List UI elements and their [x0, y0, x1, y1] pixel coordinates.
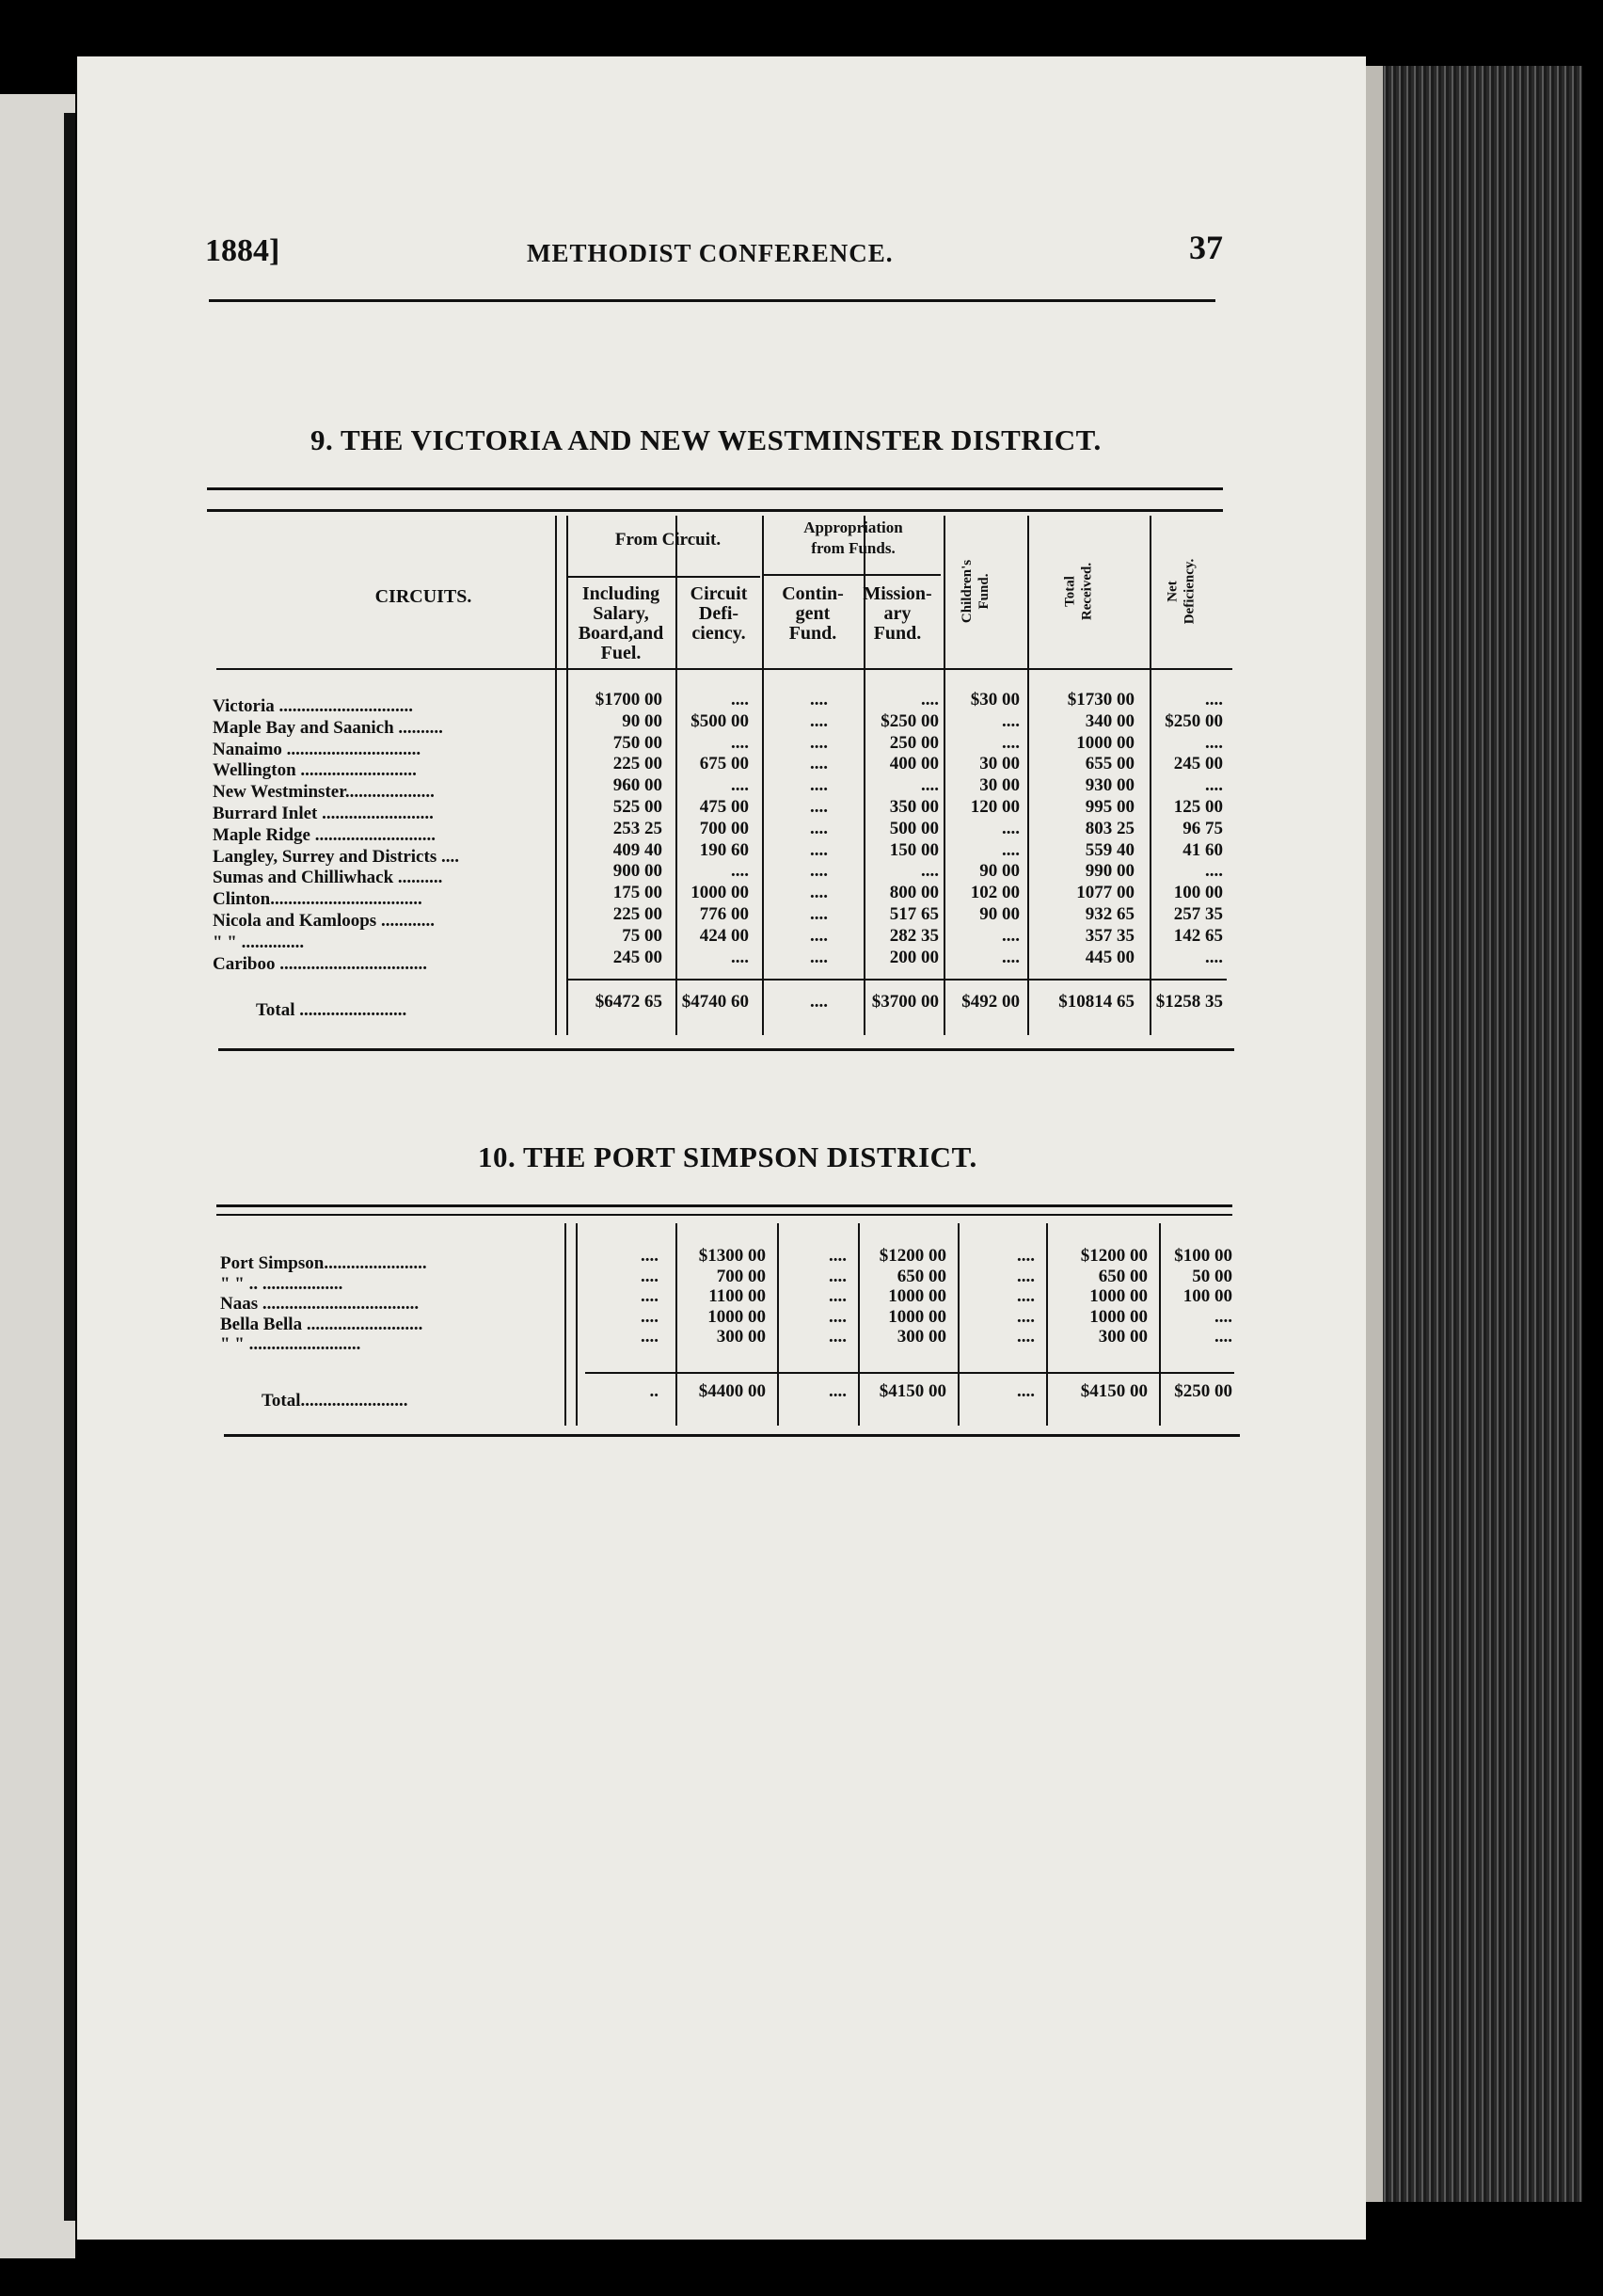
s9-row-8-salary: 900 00: [612, 861, 662, 881]
s9-row-5-name: Burrard Inlet .........................: [213, 804, 434, 823]
s9-total_received-header-0: Total: [1062, 576, 1078, 607]
s9-total-children: $492 00: [961, 992, 1020, 1012]
header-title: METHODIST CONFERENCE.: [527, 239, 894, 267]
s9-missionary-header-0: Mission-: [863, 583, 932, 604]
s9-contingent-header-0: Contin-: [782, 583, 844, 604]
s10-total-net: $250 00: [1174, 1381, 1232, 1401]
s9-row-5-contingent: ....: [810, 797, 828, 817]
s10-row-4-total: 300 00: [1098, 1327, 1148, 1347]
s10-row-1-total: 650 00: [1098, 1267, 1148, 1286]
s10-row-1-deficiency: 700 00: [716, 1267, 766, 1286]
header-year: 1884]: [205, 233, 280, 268]
s9-row-1-salary: 90 00: [622, 711, 662, 731]
s10-bottom-rule: [224, 1434, 1240, 1437]
s9-missionary-header-2: Fund.: [873, 623, 922, 644]
s9-row-2-salary: 750 00: [612, 733, 662, 753]
s9-row-11-deficiency: 424 00: [699, 926, 749, 946]
book-gutter: [64, 113, 75, 2221]
s9-row-4-deficiency: ....: [731, 775, 749, 795]
s9-circuit_deficiency-header-1: Defi-: [698, 603, 739, 624]
s10-row-4-deficiency: 300 00: [716, 1327, 766, 1347]
s10-row-1-missionary: 650 00: [897, 1267, 946, 1286]
s9-row-11-name: " " ..............: [213, 933, 305, 952]
s9-row-4-name: New Westminster....................: [213, 782, 435, 802]
s10-row-2-missionary: 1000 00: [888, 1286, 946, 1306]
s9-childrens-header-0: Children's: [960, 559, 975, 624]
s9-appropriation-header-2: from Funds.: [811, 539, 896, 557]
s10-total-missionary: $4150 00: [879, 1381, 946, 1401]
s9-row-11-total: 357 35: [1085, 926, 1135, 946]
s9-row-7-total: 559 40: [1085, 840, 1135, 860]
section-10-top-rule: [216, 1204, 1232, 1207]
s10-row-4-net: ....: [1214, 1327, 1232, 1347]
s9-row-12-net: ....: [1205, 948, 1223, 967]
s9-total-name: Total ........................: [256, 1000, 407, 1020]
s9-row-9-deficiency: 1000 00: [690, 883, 749, 902]
s9-row-6-net: 96 75: [1182, 819, 1223, 838]
s9-total_received-header-1: Received.: [1079, 562, 1095, 621]
s10-total-total: $4150 00: [1080, 1381, 1148, 1401]
s9-net_deficiency-header-1: Deficiency.: [1182, 558, 1198, 625]
s9-row-3-contingent: ....: [810, 754, 828, 773]
s9-circuits-header: CIRCUITS.: [374, 586, 472, 607]
s9-row-9-name: Clinton..................................: [213, 889, 422, 909]
s9-from-circuit-rule: [566, 576, 760, 578]
s9-row-8-children: 90 00: [979, 861, 1020, 881]
s10-row-2-contingent: ....: [829, 1286, 847, 1306]
s9-row-0-deficiency: ....: [731, 690, 749, 710]
section-10-top-rule-2: [216, 1214, 1232, 1216]
running-header: [198, 229, 1223, 280]
section-9-top-rule: [207, 487, 1223, 490]
s10-row-0-salary: ....: [641, 1246, 659, 1266]
s9-row-1-children: ....: [1002, 711, 1020, 731]
s10-row-0-total: $1200 00: [1080, 1246, 1148, 1266]
s9-row-6-deficiency: 700 00: [699, 819, 749, 838]
s10-total-name: Total........................: [262, 1391, 408, 1411]
s9-row-7-missionary: 150 00: [889, 840, 939, 860]
s10-row-2-children: ....: [1017, 1286, 1035, 1306]
s9-net_deficiency-header-0: Net: [1165, 581, 1181, 602]
s9-row-7-net: 41 60: [1182, 840, 1223, 860]
s9-row-12-name: Cariboo .................................: [213, 954, 427, 974]
s9-appropriation-rule: [762, 574, 941, 576]
s9-row-8-total: 990 00: [1085, 861, 1135, 881]
s9-row-6-salary: 253 25: [612, 819, 662, 838]
s9-row-12-deficiency: ....: [731, 948, 749, 967]
s9-row-2-missionary: 250 00: [889, 733, 939, 753]
s9-col-divider-0: [555, 516, 557, 1035]
s9-row-4-contingent: ....: [810, 775, 828, 795]
s9-row-12-salary: 245 00: [612, 948, 662, 967]
s9-row-5-deficiency: 475 00: [699, 797, 749, 817]
s9-childrens-header-1: Fund.: [976, 573, 992, 610]
s10-row-4-salary: ....: [641, 1327, 659, 1347]
s9-row-2-deficiency: ....: [731, 733, 749, 753]
s10-row-4-name: " " .........................: [220, 1334, 361, 1354]
page-edge-inner: [1366, 66, 1383, 2202]
s10-row-0-contingent: ....: [829, 1246, 847, 1266]
s9-row-6-missionary: 500 00: [889, 819, 939, 838]
s9-row-0-salary: $1700 00: [595, 690, 662, 710]
s9-row-11-children: ....: [1002, 926, 1020, 946]
s9-row-11-salary: 75 00: [622, 926, 662, 946]
s9-contingent-header-2: Fund.: [788, 623, 837, 644]
s9-row-10-missionary: 517 65: [889, 904, 939, 924]
s9-row-10-contingent: ....: [810, 904, 828, 924]
s9-total-salary: $6472 65: [595, 992, 662, 1012]
s9-row-0-children: $30 00: [970, 690, 1020, 710]
section-9-title: 9. THE VICTORIA AND NEW WESTMINSTER DISTRICT.: [310, 423, 1102, 456]
s9-row-7-salary: 409 40: [612, 840, 662, 860]
s9-row-10-deficiency: 776 00: [699, 904, 749, 924]
s10-row-3-missionary: 1000 00: [888, 1307, 946, 1327]
section-10-title: 10. THE PORT SIMPSON DISTRICT.: [478, 1140, 977, 1173]
s10-row-0-name: Port Simpson.......................: [220, 1253, 427, 1273]
page-number: 37: [1189, 229, 1223, 266]
s10-row-0-missionary: $1200 00: [879, 1246, 946, 1266]
s9-row-1-name: Maple Bay and Saanich ..........: [213, 718, 443, 738]
s9-including_salary-header-3: Fuel.: [600, 643, 642, 663]
s10-row-4-children: ....: [1017, 1327, 1035, 1347]
s9-row-9-children: 102 00: [970, 883, 1020, 902]
s9-row-5-net: 125 00: [1173, 797, 1223, 817]
s9-row-0-contingent: ....: [810, 690, 828, 710]
s9-row-10-net: 257 35: [1173, 904, 1223, 924]
s9-row-4-net: ....: [1205, 775, 1223, 795]
s9-row-6-contingent: ....: [810, 819, 828, 838]
s9-row-12-children: ....: [1002, 948, 1020, 967]
s9-row-0-net: ....: [1205, 690, 1223, 710]
s9-row-4-missionary: ....: [921, 775, 939, 795]
s9-row-7-contingent: ....: [810, 840, 828, 860]
s9-row-3-deficiency: 675 00: [699, 754, 749, 773]
s9-row-10-name: Nicola and Kamloops ............: [213, 911, 435, 931]
s9-row-2-children: ....: [1002, 733, 1020, 753]
s10-row-1-net: 50 00: [1192, 1267, 1232, 1286]
s9-appropriation-header: Appropriation: [803, 518, 903, 536]
s9-row-1-deficiency: $500 00: [690, 711, 749, 731]
s10-row-1-salary: ....: [641, 1267, 659, 1286]
s9-total-deficiency: $4740 60: [681, 992, 749, 1012]
s9-row-5-children: 120 00: [970, 797, 1020, 817]
s9-row-10-children: 90 00: [979, 904, 1020, 924]
s9-row-6-total: 803 25: [1085, 819, 1135, 838]
s10-total-deficiency: $4400 00: [698, 1381, 766, 1401]
s9-row-3-missionary: 400 00: [889, 754, 939, 773]
s9-row-2-net: ....: [1205, 733, 1223, 753]
s9-row-8-missionary: ....: [921, 861, 939, 881]
s10-row-3-name: Bella Bella ..........................: [220, 1315, 423, 1334]
s9-total-contingent: ....: [810, 992, 828, 1012]
s9-from-circuit-header: From Circuit.: [614, 530, 722, 550]
s9-row-5-missionary: 350 00: [889, 797, 939, 817]
s9-row-11-net: 142 65: [1173, 926, 1223, 946]
header-rule: [209, 299, 1215, 302]
s10-total-children: ....: [1017, 1381, 1035, 1401]
s9-row-3-name: Wellington ..........................: [213, 760, 417, 780]
page-edges: [1366, 66, 1582, 2202]
s9-row-7-deficiency: 190 60: [699, 840, 749, 860]
s10-total-salary: ..: [649, 1381, 659, 1401]
s9-row-6-children: ....: [1002, 819, 1020, 838]
s9-bottom-rule: [218, 1048, 1234, 1051]
s9-circuit_deficiency-header-0: Circuit: [690, 583, 748, 604]
s9-row-3-total: 655 00: [1085, 754, 1135, 773]
s10-row-2-salary: ....: [641, 1286, 659, 1306]
s9-total-total: $10814 65: [1058, 992, 1135, 1012]
s9-contingent-header-1: gent: [795, 603, 831, 624]
s9-row-9-salary: 175 00: [612, 883, 662, 902]
s9-row-12-contingent: ....: [810, 948, 828, 967]
s9-row-0-name: Victoria ..............................: [213, 696, 414, 716]
s10-row-2-name: Naas ...................................: [220, 1294, 420, 1314]
s9-row-9-total: 1077 00: [1076, 883, 1135, 902]
s10-row-3-children: ....: [1017, 1307, 1035, 1327]
s9-row-1-total: 340 00: [1085, 711, 1135, 731]
s9-row-3-salary: 225 00: [612, 754, 662, 773]
s9-row-1-net: $250 00: [1165, 711, 1223, 731]
s10-row-4-contingent: ....: [829, 1327, 847, 1347]
s9-row-4-children: 30 00: [979, 775, 1020, 795]
s10-row-3-total: 1000 00: [1089, 1307, 1148, 1327]
s10-row-2-total: 1000 00: [1089, 1286, 1148, 1306]
s9-row-7-children: ....: [1002, 840, 1020, 860]
s10-total-contingent: ....: [829, 1381, 847, 1401]
s9-circuit_deficiency-header-2: ciency.: [691, 623, 746, 644]
s9-row-8-contingent: ....: [810, 861, 828, 881]
s9-row-0-total: $1730 00: [1067, 690, 1135, 710]
s10-col-divider-0: [564, 1223, 566, 1426]
s9-row-4-total: 930 00: [1085, 775, 1135, 795]
s9-row-2-contingent: ....: [810, 733, 828, 753]
s10-row-3-net: ....: [1214, 1307, 1232, 1327]
s10-row-1-name: " " .. ..................: [220, 1274, 343, 1294]
s10-row-1-children: ....: [1017, 1267, 1035, 1286]
s9-total-rule: [568, 979, 1227, 981]
s9-row-12-total: 445 00: [1085, 948, 1135, 967]
s9-row-8-net: ....: [1205, 861, 1223, 881]
s9-row-3-children: 30 00: [979, 754, 1020, 773]
s10-row-1-contingent: ....: [829, 1267, 847, 1286]
s9-row-9-missionary: 800 00: [889, 883, 939, 902]
s9-row-5-salary: 525 00: [612, 797, 662, 817]
s9-including_salary-header-1: Salary,: [593, 603, 649, 624]
s9-row-3-net: 245 00: [1173, 754, 1223, 773]
s9-row-9-net: 100 00: [1173, 883, 1223, 902]
s10-row-0-net: $100 00: [1174, 1246, 1232, 1266]
s10-row-0-deficiency: $1300 00: [698, 1246, 766, 1266]
s9-row-8-deficiency: ....: [731, 861, 749, 881]
s9-row-4-salary: 960 00: [612, 775, 662, 795]
s9-total-net: $1258 35: [1155, 992, 1223, 1012]
s10-row-3-salary: ....: [641, 1307, 659, 1327]
s9-row-9-contingent: ....: [810, 883, 828, 902]
s9-row-8-name: Sumas and Chilliwhack ..........: [213, 868, 443, 887]
s9-row-5-total: 995 00: [1085, 797, 1135, 817]
s10-row-3-deficiency: 1000 00: [707, 1307, 766, 1327]
s9-col-divider-6: [1027, 516, 1029, 1035]
s9-row-1-contingent: ....: [810, 711, 828, 731]
s9-row-6-name: Maple Ridge ...........................: [213, 825, 436, 845]
s9-row-11-contingent: ....: [810, 926, 828, 946]
s9-total-missionary: $3700 00: [871, 992, 939, 1012]
s10-row-0-children: ....: [1017, 1246, 1035, 1266]
s9-row-11-missionary: 282 35: [889, 926, 939, 946]
s9-row-1-missionary: $250 00: [881, 711, 939, 731]
s10-total-rule: [585, 1372, 1234, 1374]
s10-row-3-contingent: ....: [829, 1307, 847, 1327]
s9-including_salary-header-0: Including: [581, 583, 660, 604]
s9-row-10-total: 932 65: [1085, 904, 1135, 924]
s9-row-12-missionary: 200 00: [889, 948, 939, 967]
s10-row-2-net: 100 00: [1182, 1286, 1232, 1306]
s9-row-10-salary: 225 00: [612, 904, 662, 924]
s9-row-2-name: Nanaimo ..............................: [213, 740, 421, 759]
s9-including_salary-header-2: Board,and: [578, 623, 664, 644]
s9-row-7-name: Langley, Surrey and Districts ....: [213, 847, 459, 867]
s10-row-4-missionary: 300 00: [897, 1327, 946, 1347]
s9-row-2-total: 1000 00: [1076, 733, 1135, 753]
s10-row-2-deficiency: 1100 00: [708, 1286, 766, 1306]
s9-row-0-missionary: ....: [921, 690, 939, 710]
s9-missionary-header-1: ary: [883, 603, 912, 624]
